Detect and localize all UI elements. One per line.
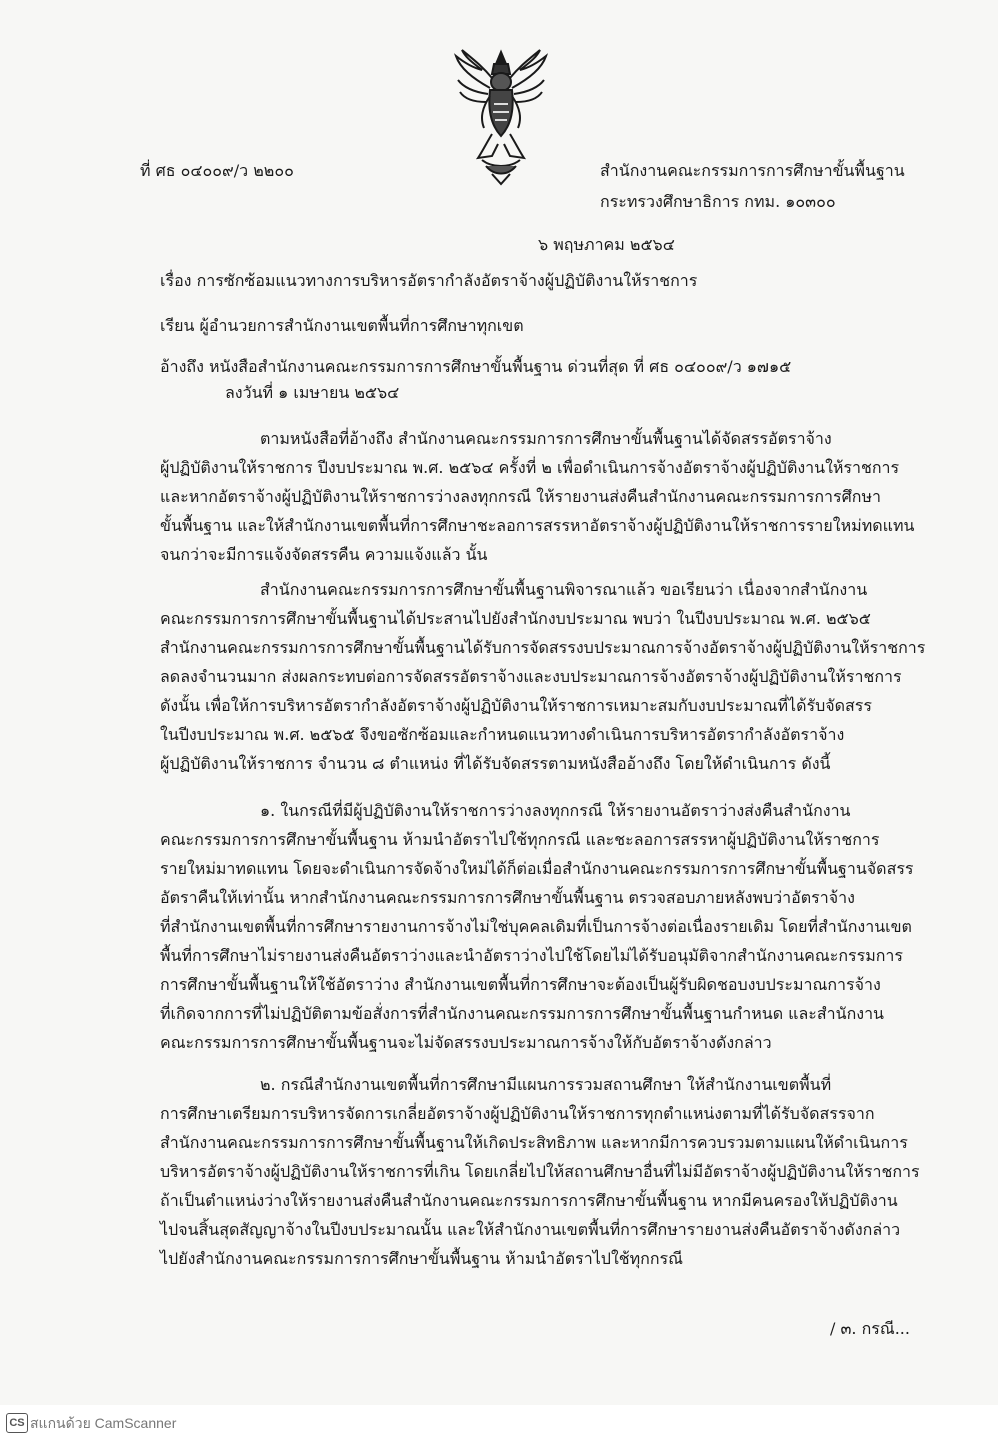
paragraph-line: สำนักงานคณะกรรมการการศึกษาขั้นพื้นฐานให้เกิดประสิทธิภาพ และหากมีการควบรวมตามแผนให้ดำเนินการ: [160, 1133, 908, 1152]
paragraph-line: ในปีงบประมาณ พ.ศ. ๒๕๖๕ จึงขอซักซ้อมและกำหนดแนวทางดำเนินการบริหารอัตรากำลังอัตราจ้าง: [160, 725, 845, 744]
paragraph-line: ๑. ในกรณีที่มีผู้ปฏิบัติงานให้ราชการว่างลงทุกกรณี ให้รายงานอัตราว่างส่งคืนสำนักงาน: [260, 801, 851, 820]
paragraph-line: จนกว่าจะมีการแจ้งจัดสรรคืน ความแจ้งแล้ว นั้น: [160, 545, 488, 564]
paragraph-line: การศึกษาเตรียมการบริหารจัดการเกลี่ยอัตราจ้างผู้ปฏิบัติงานให้ราชการทุกตำแหน่งตามที่ได้รับจัดสรรจาก: [160, 1104, 875, 1123]
paragraph-line: ที่เกิดจากการที่ไม่ปฏิบัติตามข้อสั่งการที่สำนักงานคณะกรรมการการศึกษาขั้นพื้นฐานกำหนด และสำนักงาน: [160, 1004, 884, 1023]
paragraph-line: คณะกรรมการการศึกษาขั้นพื้นฐานได้ประสานไปยังสำนักงบประมาณ พบว่า ในปีงบประมาณ พ.ศ. ๒๕๖๕: [160, 609, 871, 628]
camscanner-watermark: สแกนด้วย CamScanner: [30, 1415, 177, 1431]
paragraph-line: คณะกรรมการการศึกษาขั้นพื้นฐาน ห้ามนำอัตราไปใช้ทุกกรณี และชะลอการสรรหาผู้ปฏิบัติงานให้ราชการ: [160, 830, 880, 849]
paragraph-consideration: [160, 575, 930, 778]
camscanner-logo-icon: CS: [6, 1413, 28, 1433]
garuda-emblem-icon: [452, 48, 550, 186]
organization-address: กระทรวงศึกษาธิการ กทม. ๑๐๓๐๐: [600, 192, 836, 211]
paragraph-line: ที่สำนักงานเขตพื้นที่การศึกษารายงานการจ้างไม่ใช่บุคคลเดิมที่เป็นการจ้างต่อเนื่องรายเดิม โดยที่สำนักงานเขต: [160, 917, 912, 936]
reference-citation-line-2: ลงวันที่ ๑ เมษายน ๒๕๖๔: [225, 383, 400, 402]
paragraph-line: สำนักงานคณะกรรมการการศึกษาขั้นพื้นฐานได้รับการจัดสรรงบประมาณการจ้างอัตราจ้างผู้ปฏิบัติงานให้ราชการ: [160, 638, 926, 657]
reference-citation-line-1: อ้างถึง หนังสือสำนักงานคณะกรรมการการศึกษาขั้นพื้นฐาน ด่วนที่สุด ที่ ศธ ๐๔๐๐๙/ว ๑๗๑๕: [160, 357, 792, 376]
paragraph-background: [160, 424, 930, 569]
paragraph-line: รายใหม่มาทดแทน โดยจะดำเนินการจัดจ้างใหม่ได้ก็ต่อเมื่อสำนักงานคณะกรรมการการศึกษาขั้นพื้นฐานจัดสรร: [160, 859, 914, 878]
continuation-marker: / ๓. กรณี...: [830, 1319, 910, 1338]
paragraph-line: ผู้ปฏิบัติงานให้ราชการ จำนวน ๘ ตำแหน่ง ที่ได้รับจัดสรรตามหนังสืออ้างถึง โดยให้ดำเนินการ ดังนี้: [160, 754, 831, 773]
issuing-organization: สำนักงานคณะกรรมการการศึกษาขั้นพื้นฐาน: [600, 161, 905, 180]
paragraph-line: ตามหนังสือที่อ้างถึง สำนักงานคณะกรรมการการศึกษาขั้นพื้นฐานได้จัดสรรอัตราจ้าง: [260, 429, 832, 448]
paragraph-line: ไปยังสำนักงานคณะกรรมการการศึกษาขั้นพื้นฐาน ห้ามนำอัตราไปใช้ทุกกรณี: [160, 1249, 683, 1268]
item-1: [160, 796, 930, 1057]
paragraph-line: ๒. กรณีสำนักงานเขตพื้นที่การศึกษามีแผนการรวมสถานศึกษา ให้สำนักงานเขตพื้นที่: [260, 1075, 832, 1094]
paragraph-line: สำนักงานคณะกรรมการการศึกษาขั้นพื้นฐานพิจารณาแล้ว ขอเรียนว่า เนื่องจากสำนักงาน: [260, 580, 868, 599]
item-2: [160, 1070, 930, 1273]
recipient-line: เรียน ผู้อำนวยการสำนักงานเขตพื้นที่การศึกษาทุกเขต: [160, 316, 524, 335]
paragraph-line: การศึกษาขั้นพื้นฐานให้ใช้อัตราว่าง สำนักงานเขตพื้นที่การศึกษาจะต้องเป็นผู้รับผิดชอบงบประมาณการจ้าง: [160, 975, 881, 994]
paragraph-line: ผู้ปฏิบัติงานให้ราชการ ปีงบประมาณ พ.ศ. ๒๕๖๔ ครั้งที่ ๒ เพื่อดำเนินการจ้างอัตราจ้างผู้ปฏิบัติงานให้ราชการ: [160, 458, 900, 477]
paragraph-line: คณะกรรมการการศึกษาขั้นพื้นฐานจะไม่จัดสรรงบประมาณการจ้างให้กับอัตราจ้างดังกล่าว: [160, 1033, 772, 1052]
paragraph-line: ไปจนสิ้นสุดสัญญาจ้างในปีงบประมาณนั้น และให้สำนักงานเขตพื้นที่การศึกษารายงานส่งคืนอัตราจ้างดังกล่าว: [160, 1220, 901, 1239]
paragraph-line: ขั้นพื้นฐาน และให้สำนักงานเขตพื้นที่การศึกษาชะลอการสรรหาอัตราจ้างผู้ปฏิบัติงานให้ราชการรายใหม่ทดแทน: [160, 516, 915, 535]
paragraph-line: บริหารอัตราจ้างผู้ปฏิบัติงานให้ราชการที่เกิน โดยเกลี่ยไปให้สถานศึกษาอื่นที่ไม่มีอัตราจ้างผู้ปฏิบัติงานให้ราชการ: [160, 1162, 920, 1181]
paragraph-line: ลดลงจำนวนมาก ส่งผลกระทบต่อการจัดสรรอัตราจ้างและงบประมาณการจ้างอัตราจ้างผู้ปฏิบัติงานให้ราชการ: [160, 667, 902, 686]
paragraph-line: ถ้าเป็นตำแหน่งว่างให้รายงานส่งคืนสำนักงานคณะกรรมการการศึกษาขั้นพื้นฐาน หากมีคนครองให้ปฏิบัติงาน: [160, 1191, 898, 1210]
paragraph-line: พื้นที่การศึกษาไม่รายงานส่งคืนอัตราว่างและนำอัตราว่างไปใช้โดยไม่ได้รับอนุมัติจากสำนักงานคณะกรรมการ: [160, 946, 904, 965]
reference-number: ที่ ศธ ๐๔๐๐๙/ว ๒๒๐๐: [140, 161, 294, 180]
document-date: ๖ พฤษภาคม ๒๕๖๔: [538, 235, 675, 254]
subject-line: เรื่อง การซักซ้อมแนวทางการบริหารอัตรากำลังอัตราจ้างผู้ปฏิบัติงานให้ราชการ: [160, 271, 698, 290]
paragraph-line: อัตราคืนให้เท่านั้น หากสำนักงานคณะกรรมการการศึกษาขั้นพื้นฐาน ตรวจสอบภายหลังพบว่าอัตราจ้าง: [160, 888, 855, 907]
paragraph-line: และหากอัตราจ้างผู้ปฏิบัติงานให้ราชการว่างลงทุกกรณี ให้รายงานส่งคืนสำนักงานคณะกรรมการการศึกษา: [160, 487, 881, 506]
paragraph-line: ดังนั้น เพื่อให้การบริหารอัตรากำลังอัตราจ้างผู้ปฏิบัติงานให้ราชการเหมาะสมกับงบประมาณที่ได้รับจัดสรร: [160, 696, 872, 715]
